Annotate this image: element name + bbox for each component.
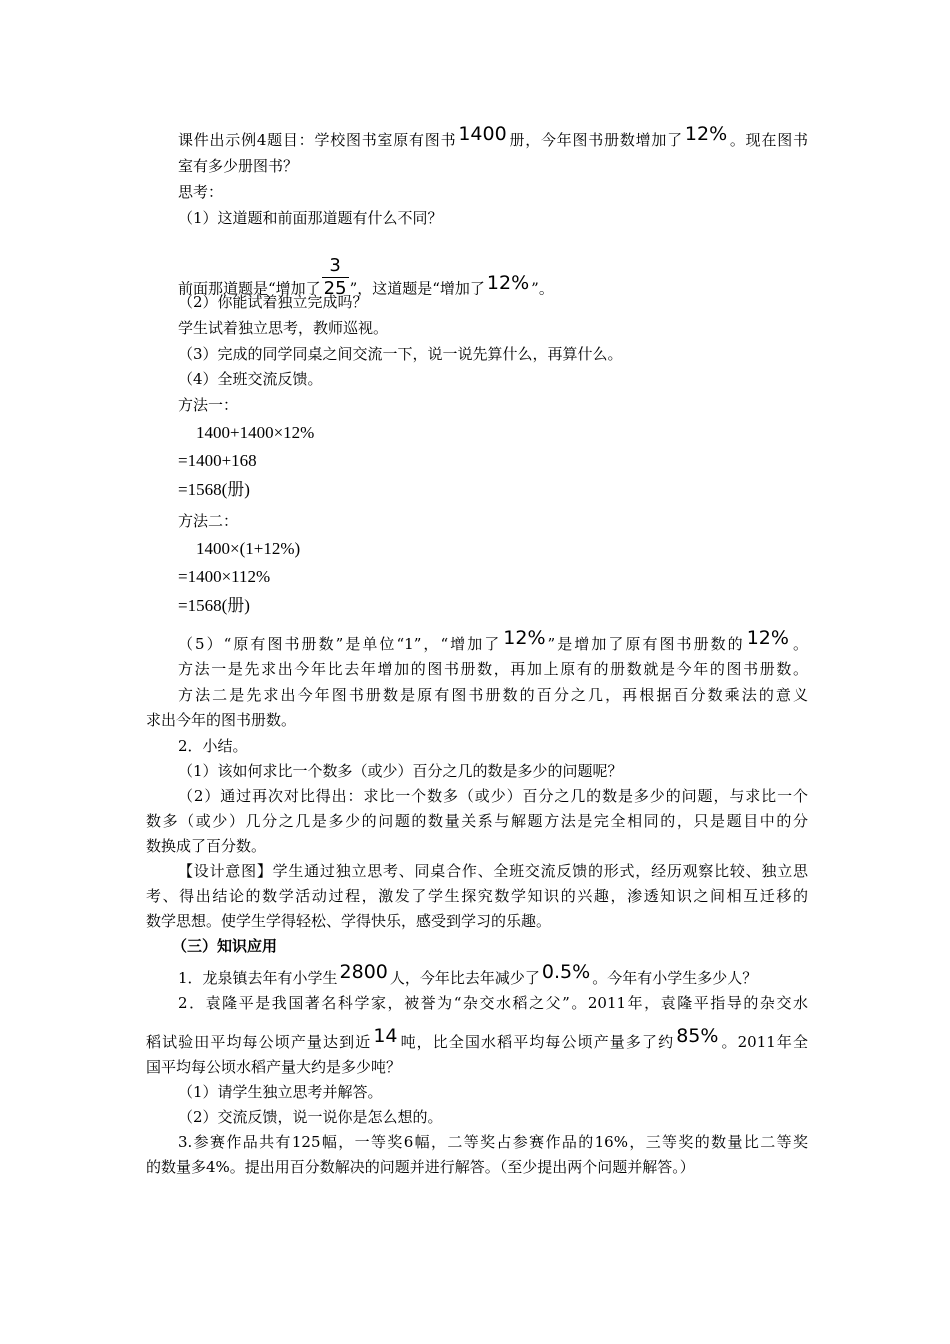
paragraph-line: （1）这道题和前面那道题有什么不同？ — [178, 209, 443, 227]
text: 。 — [790, 635, 808, 653]
paragraph-line: 3.参赛作品共有125幅，一等奖6幅，二等奖占参赛作品的16%，三等奖的数量比二等奖 — [178, 1133, 808, 1151]
section-heading: （三）知识应用 — [172, 937, 278, 955]
paragraph-line: （2）通过再次对比得出：求比一个数多（或少）百分之几的数是多少的问题，与求比一个 — [178, 787, 808, 805]
equation-line: =1568(册) — [178, 480, 250, 499]
section-heading: 2．小结。 — [178, 737, 248, 755]
text: 1．龙泉镇去年有小学生 — [178, 969, 338, 987]
text: 。今年有小学生多少人？ — [592, 969, 758, 987]
paragraph-line — [178, 961, 758, 987]
text: （5）“原有图书册数”是单位“1”，“增加了 — [178, 635, 502, 653]
paragraph-line: 数换成了百分数。 — [146, 837, 267, 855]
paragraph-line: 数学思想。使学生学得轻松、学得快乐，感受到学习的乐趣。 — [146, 912, 552, 930]
paragraph-line: 室有多少册图书？ — [178, 157, 299, 175]
paragraph-line: （2）你能试着独立完成吗？ — [178, 293, 368, 311]
text: ”，这道题是“增加了 — [349, 279, 485, 298]
method-one-label: 方法一： — [178, 396, 239, 414]
percent-0-5: 0.5% — [541, 961, 591, 983]
fraction-numerator: 3 — [329, 255, 341, 276]
paragraph-line: （1）该如何求比一个数多（或少）百分之几的数是多少的问题呢？ — [178, 762, 623, 780]
paragraph-line: 数多（或少）几分之几是多少的问题的数量关系与解题方法是完全相同的，只是题目中的分 — [146, 812, 808, 830]
paragraph-line: （2）交流反馈，说一说你是怎么想的。 — [178, 1108, 443, 1126]
text: ”是增加了原有图书册数的 — [547, 635, 745, 653]
paragraph-line: 的数量多4%。提出用百分数解决的问题并进行解答。（至少提出两个问题并解答。） — [146, 1158, 695, 1176]
paragraph-line — [178, 123, 808, 149]
text: 。2011年全 — [720, 1033, 808, 1051]
text: 课件出示例4题目：学校图书室原有图书 — [178, 131, 457, 149]
paragraph-line: 国平均每公顷水稻产量大约是多少吨？ — [146, 1058, 402, 1076]
paragraph-line: 学生试着独立思考，教师巡视。 — [178, 319, 389, 337]
paragraph-line: 求出今年的图书册数。 — [146, 711, 297, 729]
text: 稻试验田平均每公顷产量达到近 — [146, 1033, 372, 1051]
percent-12: 12% — [486, 271, 530, 294]
number-1400: 1400 — [458, 123, 507, 145]
paragraph-line: 2．袁隆平是我国著名科学家，被誉为“杂交水稻之父”。2011年，袁隆平指导的杂交水 — [178, 994, 808, 1012]
text: 人，今年比去年减少了 — [389, 969, 540, 987]
paragraph-line: （4）全班交流反馈。 — [178, 370, 323, 388]
equation-line: 1400+1400×12% — [196, 423, 315, 442]
percent-12: 12% — [503, 627, 546, 649]
fraction-denominator: 25 — [323, 278, 347, 299]
paragraph-line: 思考： — [178, 183, 224, 201]
design-intent-line: 【设计意图】学生通过独立思考、同桌合作、全班交流反馈的形式，经历观察比较、独立思 — [178, 862, 808, 880]
paragraph-line: （3）完成的同学同桌之间交流一下，说一说先算什么，再算什么。 — [178, 345, 623, 363]
text: 册，今年图书册数增加了 — [508, 131, 683, 149]
paragraph-line — [178, 627, 808, 653]
equation-line: 1400×(1+12%) — [196, 539, 301, 558]
percent-85: 85% — [676, 1025, 719, 1047]
percent-12: 12% — [684, 123, 728, 145]
method-two-label: 方法二： — [178, 512, 239, 530]
text: ”。 — [531, 279, 554, 298]
text: 。现在图书 — [729, 131, 808, 149]
number-14: 14 — [373, 1025, 398, 1047]
equation-line: =1400×112% — [178, 567, 271, 586]
percent-12: 12% — [746, 627, 789, 649]
paragraph-line — [146, 1025, 808, 1051]
text: 前面那道题是“增加了 — [178, 279, 321, 298]
paragraph-line: 方法二是先求出今年图书册数是原有图书册数的百分之几，再根据百分数乘法的意义 — [178, 686, 808, 704]
text: 吨，比全国水稻平均每公顷产量多了约 — [399, 1033, 675, 1051]
paragraph-line: （1）请学生独立思考并解答。 — [178, 1083, 383, 1101]
equation-line: =1400+168 — [178, 451, 257, 470]
paragraph-line: 方法一是先求出今年比去年增加的图书册数，再加上原有的册数就是今年的图书册数。 — [178, 660, 808, 678]
paragraph-line: 考、得出结论的数学活动过程，激发了学生探究数学知识的兴趣，渗透知识之间相互迁移的 — [146, 887, 808, 905]
equation-line: =1568(册) — [178, 596, 250, 615]
number-2800: 2800 — [339, 961, 388, 983]
